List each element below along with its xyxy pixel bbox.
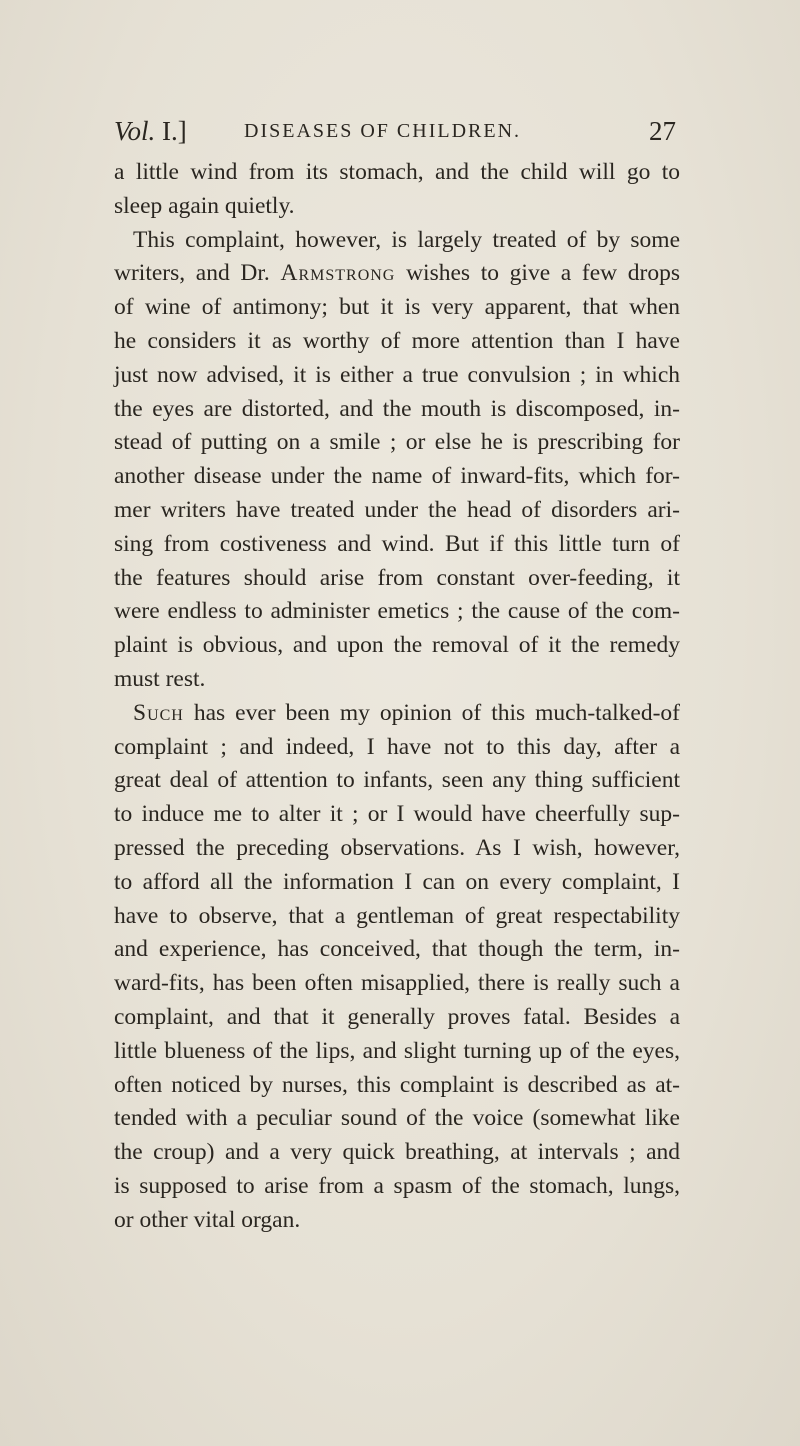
text-line: have to observe, that a gentleman of great respectability xyxy=(114,902,680,929)
text-line: complaint, and that it generally proves fatal. Besides a xyxy=(114,1003,680,1030)
text-line: the eyes are distorted, and the mouth is discomposed, in- xyxy=(114,395,680,422)
author-name: Armstrong xyxy=(280,260,396,287)
text-line: tended with a peculiar sound of the voice (somewhat like xyxy=(114,1105,680,1132)
text-line: This complaint, however, is largely treated of by some xyxy=(133,226,680,253)
text-line: plaint is obvious, and upon the removal of it the remedy xyxy=(114,632,680,659)
text-line: is supposed to arise from a spasm of the stomach, lungs, xyxy=(114,1172,680,1199)
text-fragment: has ever been my opinion of this much-talked-of xyxy=(193,699,680,726)
text-line: sleep again quietly. xyxy=(114,192,295,219)
text-line: often noticed by nurses, this complaint is described as at- xyxy=(114,1071,680,1098)
text-line: the features should arise from constant over-feeding, it xyxy=(114,564,680,591)
body-text xyxy=(114,156,680,1238)
text-line: were endless to administer emetics ; the cause of the com- xyxy=(114,598,680,625)
text-line: sing from costiveness and wind. But if this little turn of xyxy=(114,530,680,557)
volume-abbrev: Vol. xyxy=(114,116,156,146)
text-line: complaint ; and indeed, I have not to this day, after a xyxy=(114,733,680,760)
text-line: pressed the preceding observations. As I wish, however, xyxy=(114,834,680,861)
text-line: the croup) and a very quick breathing, at intervals ; and xyxy=(114,1139,680,1166)
text-line: ward-fits, has been often misapplied, there is really such a xyxy=(114,970,680,997)
text-line: a little wind from its stomach, and the child will go to xyxy=(114,159,680,185)
text-line xyxy=(114,257,680,291)
running-title: DISEASES OF CHILDREN. xyxy=(244,120,522,142)
text-line: to afford all the information I can on every complaint, I xyxy=(114,868,680,895)
text-line: little blueness of the lips, and slight turning up of the eyes, xyxy=(114,1037,680,1064)
text-fragment: wishes to give a few drops xyxy=(406,260,681,287)
page-number: 27 xyxy=(649,116,676,146)
text-line: great deal of attention to infants, seen any thing sufficient xyxy=(114,767,680,794)
text-line: must rest. xyxy=(114,665,206,692)
text-line: just now advised, it is either a true convulsion ; in which xyxy=(114,361,680,388)
text-line xyxy=(114,697,680,731)
text-line: mer writers have treated under the head of disorders ari- xyxy=(114,496,680,523)
text-line: of wine of antimony; but it is very apparent, that when xyxy=(114,294,680,321)
paragraph-opening-word: Such xyxy=(133,699,184,726)
volume-number: I.] xyxy=(162,116,187,146)
text-line: or other vital organ. xyxy=(114,1206,301,1233)
text-line: stead of putting on a smile ; or else he is prescribing for xyxy=(114,429,680,456)
running-header xyxy=(114,116,676,150)
volume-label xyxy=(114,116,187,147)
text-line: another disease under the name of inward-fits, which for- xyxy=(114,463,680,490)
text-line: he considers it as worthy of more attention than I have xyxy=(114,327,680,354)
text-line: to induce me to alter it ; or I would have cheerfully sup- xyxy=(114,801,680,828)
text-fragment: writers, and Dr. xyxy=(114,260,270,287)
text-line: and experience, has conceived, that though the term, in- xyxy=(114,936,680,963)
